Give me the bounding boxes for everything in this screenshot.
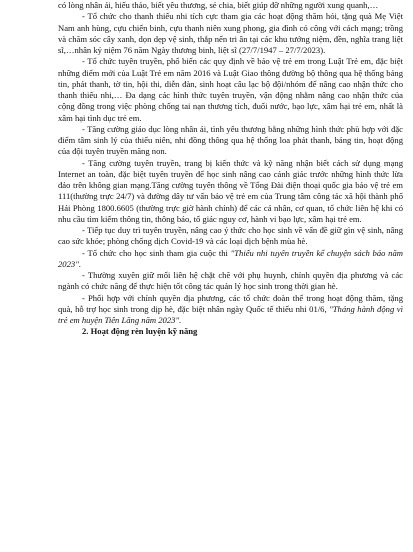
campaign-title: "Tháng hành động vì trẻ em huyện Tiên Lãng năm 2023" — [58, 303, 403, 325]
paragraph-text-prefix: - Phối hợp với chính quyền địa phương, các tổ chức đoàn thể trong hoạt động thăm, tặng quà, hỗ trợ học sinh trong dịp hè, đặc biệt nhân ngày Quốc tế thiếu nhi 01/6, — [58, 292, 403, 314]
paragraph-text-suffix: . — [78, 258, 81, 269]
contest-title: "Thiếu nhi tuyên truyền kể chuyện sách báo năm 2023" — [58, 247, 403, 269]
paragraph-text-suffix: . — [179, 315, 182, 325]
paragraph-local-coordination — [58, 293, 403, 327]
document-body — [58, 0, 403, 338]
paragraph-continued-text — [58, 0, 403, 11]
paragraph-text: - Thường xuyên giữ mối liên hệ chặt chẽ với phụ huynh, chính quyền địa phương và các ngành có chức năng để thực hiện tốt công tác quản lý học sinh trong thời gian hè. — [58, 270, 403, 292]
paragraph-text: - Tăng cường giáo dục lòng nhân ái, tình yêu thương bằng những hình thức phù hợp với đặc điểm tâm sinh lý của thiếu niên, nhi đồng thông qua hệ thống loa phát thanh, bảng tin, hoạt động của đội tuyên truyền măng non. — [58, 123, 403, 157]
paragraph-child-protection-propaganda — [58, 56, 403, 124]
paragraph-volunteer-activities — [58, 11, 403, 56]
paragraph-text: - Tiếp tục duy trì tuyên truyền, nâng cao ý thức cho học sinh về vấn đề giữ gìn vệ sinh, nâng cao sức khỏe; phòng chống dịch Covid-19 và các loại dịch bệnh mùa hè. — [58, 225, 403, 247]
paragraph-storytelling-contest — [58, 248, 403, 271]
paragraph-hygiene-health — [58, 225, 403, 248]
section-heading: 2. Hoạt động rèn luyện kỹ năng — [82, 326, 198, 337]
paragraph-compassion-education — [58, 124, 403, 158]
paragraph-parent-liaison — [58, 270, 403, 293]
paragraph-text: - Tăng cường tuyên truyền, trang bị kiến thức và kỹ năng nhận biết cách sử dụng mạng Internet an toàn, đặc biệt tuyên truyền để học sinh nâng cao cảnh giác trước những hình thức lừa đảo trên không gian mạng.Tăng cường tuyên thông về Tổng Đài điện thoại quốc gia bảo vệ trẻ em 111(thường trực 24/7) và đường dây tư vấn bảo vệ trẻ em của Trung tâm công tác xã hội thành phố Hải Phòng 1800.6605 (thường trực giờ hành chính) để các cá nhân, cơ quan, tổ chức liên hệ khi có nhu cầu tìm kiếm thông tin, thông báo, tố giác nguy cơ, hành vi bạo lực, xâm hại trẻ em. — [58, 157, 403, 224]
paragraph-text: có lòng nhân ái, hiếu thảo, biết yêu thương, sẻ chia, biết giúp đỡ những người xung quanh,… — [58, 0, 379, 10]
paragraph-text-prefix: - Tổ chức cho học sinh tham gia cuộc thi — [82, 247, 231, 258]
paragraph-text: - Tổ chức cho thanh thiếu nhi tích cực tham gia các hoạt động thăm hỏi, tặng quà Mẹ Việt Nam anh hùng, cựu chiến binh, cựu thanh niên xung phong, gia đình có công với cách mạng; trồng và chăm sóc cây xanh, dọn dẹp vệ sinh, thắp nến tri ân tại các khu tưởng niệm, đền, nghĩa trang liệt sĩ,…nhân kỷ niệm 76 năm Ngày thương binh, liệt sĩ (27/7/1947 – 27/7/2023). — [58, 11, 403, 55]
paragraph-internet-safety — [58, 158, 403, 226]
paragraph-text: - Tổ chức tuyên truyền, phổ biến các quy định về bảo vệ trẻ em trong Luật Trẻ em, đặc biệt những điểm mới của Luật Trẻ em năm 2016 và Luật Giao thông đường bộ thông qua hệ thống bảng tin, phát thanh, tờ tin, hội thi, diễn đàn, sinh hoạt câu lạc bộ đội/nhóm để nâng cao nhận thức cho thanh thiếu nhi,… Đa dạng các hình thức tuyên truyền, vận động nhằm nâng cao nhận thức của cộng đồng trong việc phòng chống tai nạn thương tích, đuối nước, bạo lực, xâm hại trẻ em, nhất là xâm hại tình dục trẻ em. — [58, 56, 403, 123]
